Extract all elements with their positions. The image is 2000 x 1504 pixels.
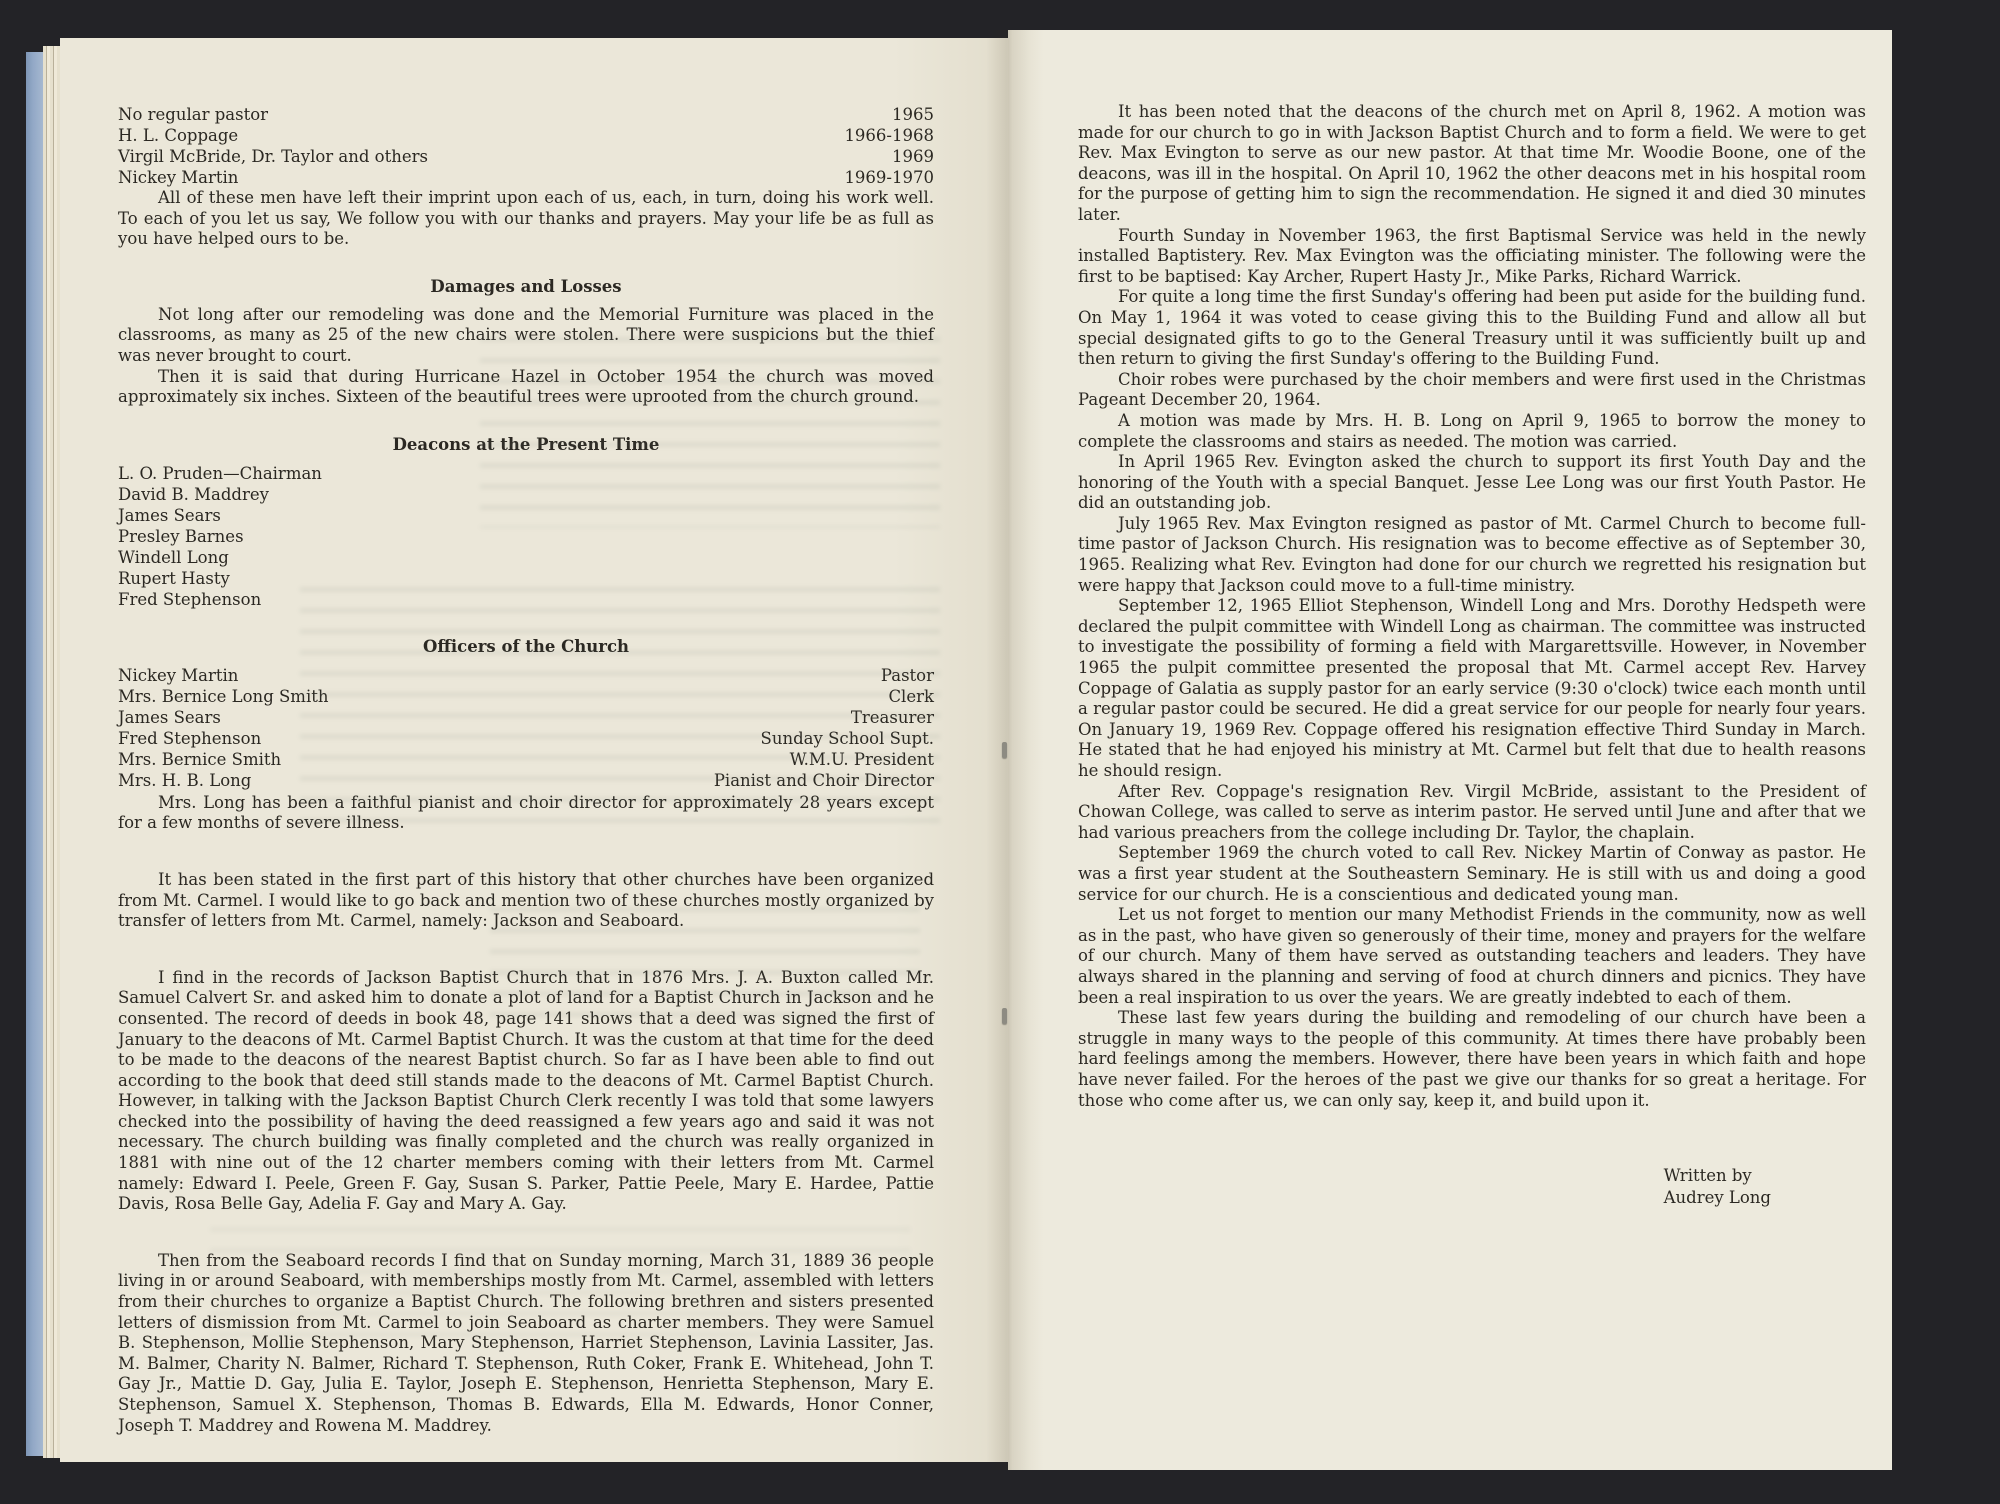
officer-role: W.M.U. President bbox=[789, 749, 934, 769]
paragraph: It has been noted that the deacons of the church met on April 8, 1962. A motion was made for our church to go in with Jackson Baptist Church and to form a field. We were to get Rev. Max Evington to serve as our new pastor. At that time Mr. Woodie Boone, one of the deacons, was ill in the hospital. On April 10, 1962 the other deacons met in his hospital room for the purpose of getting him to sign the recommendation. He signed it and died 30 minutes later. bbox=[1078, 102, 1866, 224]
paragraph: Fourth Sunday in November 1963, the first Baptismal Service was held in the newly installed Baptistery. Rev. Max Evington was the officiating minister. The following were the first to be baptised: Kay Archer, Rupert Hasty Jr., Mike Parks, Richard Warrick. bbox=[1078, 225, 1866, 286]
officer-row bbox=[118, 728, 934, 749]
deacon-name: James Sears bbox=[118, 505, 221, 525]
pastor-name: H. L. Coppage bbox=[118, 126, 239, 145]
paragraph: For quite a long time the first Sunday's offering had been put aside for the building fund. On May 1, 1964 it was voted to cease giving this to the Building Fund and allow all but special designated gifts to go to the General Treasury until it was sufficiently built up and then return to giving the first Sunday's offering to the Building Fund. bbox=[1078, 287, 1866, 369]
paragraph: Let us not forget to mention our many Methodist Friends in the community, now as well as in the past, who have given so generously of their time, money and prayers for the welfare of our church. Many of them have served as outstanding teachers and leaders. They have always shared in the planning and serving of food at church dinners and picnics. They have been a real inspiration to us over the years. We are greatly indebted to each of them. bbox=[1078, 905, 1866, 1007]
officer-name: Mrs. H. B. Long bbox=[118, 770, 252, 790]
officer-name: Mrs. Bernice Long Smith bbox=[118, 686, 329, 706]
deacon-name: Fred Stephenson bbox=[118, 589, 262, 609]
deacon-name: Windell Long bbox=[118, 547, 229, 567]
officers-list bbox=[118, 665, 934, 791]
officer-row bbox=[118, 686, 934, 707]
officer-name: James Sears bbox=[118, 707, 221, 727]
officers-note-paragraph: Mrs. Long has been a faithful pianist and choir director for approximately 28 years except for a few months of severe illness. bbox=[118, 792, 934, 833]
officer-row bbox=[118, 665, 934, 686]
paragraph: I find in the records of Jackson Baptist Church that in 1876 Mrs. J. A. Buxton called Mr. Samuel Calvert Sr. and asked him to donate a plot of land for a Baptist Church in Jackson and he consented. The record of deeds in book 48, page 141 shows that a deed was signed the first of January to the deacons of Mt. Carmel Baptist Church. It was the custom at that time for the deed to be made to the deacons of the nearest Baptist church. So far as I have been able to find out according to the book that deed still stands made to the deacons of Mt. Carmel Baptist Church. However, in talking with the Jackson Baptist Church Clerk recently I was told that some lawyers checked into the possibility of having the deed reassigned a few years ago and said it was not necessary. The church building was finally completed and the church was really organized in 1881 with nine out of the 12 charter members coming with their letters from Mt. Carmel namely: Edward I. Peele, Green F. Gay, Susan S. Parker, Pattie Peele, Mary E. Hardee, Pattie Davis, Rosa Belle Gay, Adelia F. Gay and Mary A. Gay. bbox=[118, 967, 934, 1214]
deacon-name: L. O. Pruden—Chairman bbox=[118, 463, 322, 483]
deacon-name: David B. Maddrey bbox=[118, 484, 269, 504]
officer-role: Sunday School Supt. bbox=[760, 728, 934, 748]
paragraph: Not long after our remodeling was done and the Memorial Furniture was placed in the classrooms, as many as 25 of the new chairs were stolen. There were suspicions but the thief was never brought to court. bbox=[118, 304, 934, 365]
paragraph: July 1965 Rev. Max Evington resigned as pastor of Mt. Carmel Church to become full-time pastor of Jackson Church. His resignation was to become effective as of September 30, 1965. Realizing what Rev. Evington had done for our church we regretted his resignation but were happy that Jackson could move to a full-time ministry. bbox=[1078, 513, 1866, 595]
pastor-years: 1966-1968 bbox=[844, 126, 934, 145]
officer-role: Clerk bbox=[888, 686, 934, 706]
pastor-name: No regular pastor bbox=[118, 105, 269, 124]
paragraph: Choir robes were purchased by the choir members and were first used in the Christmas Pageant December 20, 1964. bbox=[1078, 369, 1866, 410]
section-heading-damages-and-losses: Damages and Losses bbox=[430, 276, 622, 296]
signature-author-name: Audrey Long bbox=[1663, 1187, 1771, 1207]
page-left bbox=[60, 38, 1008, 1462]
church-history-paragraphs bbox=[118, 870, 934, 1436]
pastor-years: 1965 bbox=[892, 105, 934, 124]
pastor-row bbox=[118, 125, 934, 146]
officer-role: Pastor bbox=[880, 665, 934, 685]
paragraph: After Rev. Coppage's resignation Rev. Virgil McBride, assistant to the President of Chowan College, was called to serve as interim pastor. He served until June and after that we had various preachers from the college including Dr. Taylor, the chaplain. bbox=[1078, 781, 1866, 842]
paragraph: September 1969 the church voted to call Rev. Nickey Martin of Conway as pastor. He was a first year student at the Southeastern Seminary. He is still with us and doing a good service for our church. He is a conscientious and dedicated young man. bbox=[1078, 843, 1866, 904]
pastor-years: 1969-1970 bbox=[844, 168, 934, 187]
pastor-list bbox=[118, 104, 934, 188]
officer-role: Pianist and Choir Director bbox=[713, 770, 934, 790]
pastor-name: Nickey Martin bbox=[118, 168, 239, 187]
page-right bbox=[1008, 30, 1892, 1470]
paragraph: These last few years during the building and remodeling of our church have been a struggle in many ways to the people of this community. At times there have probably been hard feelings among the members. However, there have been years in which faith and hope have never failed. For the heroes of the past we give our thanks for so great a heritage. For those who come after us, we can only say, keep it, and build upon it. bbox=[1078, 1008, 1866, 1110]
staple bbox=[1002, 742, 1007, 758]
signature-written-by: Written by bbox=[1663, 1166, 1752, 1186]
paragraph: In April 1965 Rev. Evington asked the church to support its first Youth Day and the honoring of the Youth with a special Banquet. Jesse Lee Long was our first Youth Pastor. He did an outstanding job. bbox=[1078, 452, 1866, 513]
pastor-row bbox=[118, 104, 934, 125]
officer-name: Nickey Martin bbox=[118, 665, 239, 685]
officer-row bbox=[118, 707, 934, 728]
officer-role: Treasurer bbox=[850, 707, 934, 727]
paragraph: Then it is said that during Hurricane Hazel in October 1954 the church was moved approximately six inches. Sixteen of the beautiful trees were uprooted from the church ground. bbox=[118, 366, 934, 407]
pastor-years: 1969 bbox=[892, 147, 934, 166]
section-heading-officers: Officers of the Church bbox=[422, 636, 630, 656]
paragraph: September 12, 1965 Elliot Stephenson, Windell Long and Mrs. Dorothy Hedspeth were declared the pulpit committee with Windell Long as chairman. The committee was instructed to investigate the possibility of forming a field with Margarettsville. However, in November 1965 the pulpit committee presented the proposal that Mt. Carmel accept Rev. Harvey Coppage of Galatia as supply pastor for an early service (9:30 o'clock) twice each month until a regular pastor could be secured. He did a great service for our people for nearly four years. On January 19, 1969 Rev. Coppage offered his resignation effective Third Sunday in March. He stated that he had enjoyed his ministry at Mt. Carmel but felt that due to health reasons he should resign. bbox=[1078, 596, 1866, 780]
pastors-tribute-paragraph: All of these men have left their imprint upon each of us, each, in turn, doing his work well. To each of you let us say, We follow you with our thanks and prayers. May your life be as full as you have helped ours to be. bbox=[118, 188, 934, 249]
deacon-name: Presley Barnes bbox=[118, 526, 244, 546]
staple bbox=[1002, 1008, 1007, 1024]
paragraph: Then from the Seaboard records I find that on Sunday morning, March 31, 1889 36 people living in or around Seaboard, with memberships mostly from Mt. Carmel, assembled with letters from their churches to organize a Baptist Church. The following brethren and sisters presented letters of dismission from Mt. Carmel to join Seaboard as charter members. They were Samuel B. Stephenson, Mollie Stephenson, Mary Stephenson, Harriet Stephenson, Lavinia Lassiter, Jas. M. Balmer, Charity N. Balmer, Richard T. Stephenson, Ruth Coker, Frank E. Whitehead, John T. Gay Jr., Mattie D. Gay, Julia E. Taylor, Joseph E. Stephenson, Henrietta Stephenson, Mary E. Stephenson, Samuel X. Stephenson, Thomas B. Edwards, Ella M. Edwards, Honor Conner, Joseph T. Maddrey and Rowena M. Maddrey. bbox=[118, 1250, 934, 1435]
history-continued-paragraphs bbox=[1078, 102, 1866, 1111]
officer-name: Mrs. Bernice Smith bbox=[118, 749, 282, 769]
deacon-name: Rupert Hasty bbox=[118, 568, 230, 588]
author-signature bbox=[1664, 1165, 1771, 1208]
officer-name: Fred Stephenson bbox=[118, 728, 262, 748]
booklet-cover-edge bbox=[26, 52, 43, 1456]
deacons-list bbox=[118, 463, 934, 610]
officer-row bbox=[118, 749, 934, 770]
officer-row bbox=[118, 770, 934, 791]
pastor-row bbox=[118, 146, 934, 167]
section-heading-deacons: Deacons at the Present Time bbox=[392, 434, 660, 454]
paragraph: A motion was made by Mrs. H. B. Long on April 9, 1965 to borrow the money to complete the classrooms and stairs as needed. The motion was carried. bbox=[1078, 410, 1866, 451]
pastor-name: Virgil McBride, Dr. Taylor and others bbox=[118, 147, 428, 166]
pastor-row bbox=[118, 167, 934, 188]
paragraph: It has been stated in the first part of this history that other churches have been organized from Mt. Carmel. I would like to go back and mention two of these churches mostly organized by transfer of letters from Mt. Carmel, namely: Jackson and Seaboard. bbox=[118, 869, 934, 931]
damages-paragraphs bbox=[118, 305, 934, 408]
